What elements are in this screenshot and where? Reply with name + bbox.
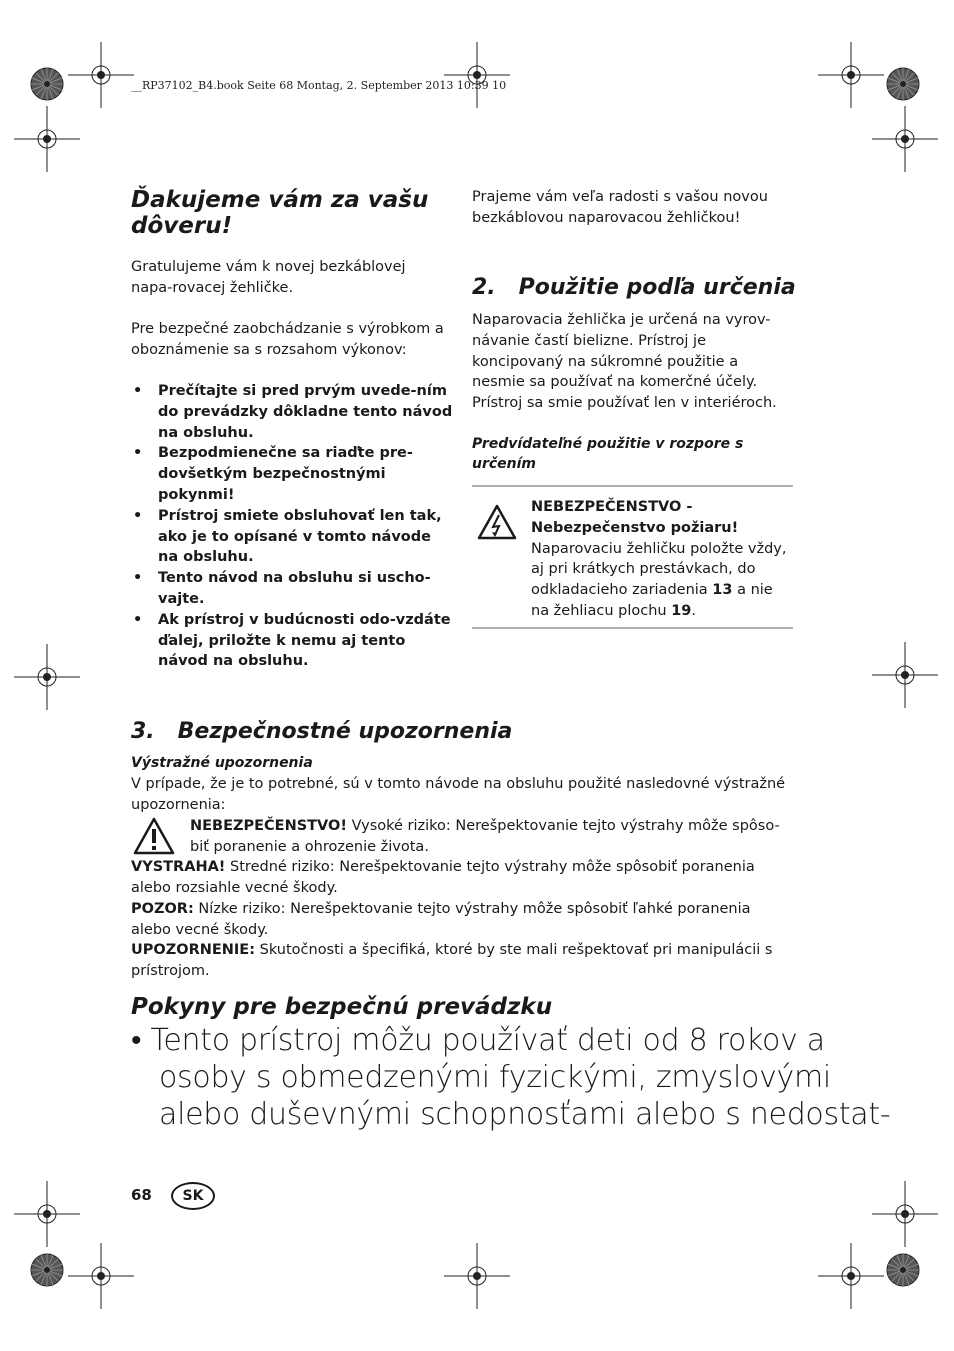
divider-top [472,485,793,487]
fire-warning-title1: NEBEZPEČENSTVO - [531,499,693,515]
fire-warning-title2: Nebezpečenstvo požiaru! [531,519,739,536]
page-title-line2: dôveru! [131,213,233,239]
section2-subhead: Predvídateľné použitie v rozpore s určením [472,436,744,472]
right-intro: Prajeme vám veľa radosti s vašou novou bezkáblovou naparovacou žehličkou! [472,189,768,226]
divider-bottom [472,627,793,629]
section2-title: 2. Použitie podľa určenia [472,275,796,300]
file-info: __RP37102_B4.book Seite 68 Montag, 2. September 2013 10:39 10 [131,79,507,92]
section3-subhead: Výstražné upozornenia [131,755,313,771]
list-item: • Bezpodmienečne sa riaďte pre-dovšetkým bezpečnostnými pokynmi! [131,443,453,505]
list-item: • Ak prístroj v budúcnosti odo-vzdáte ďalej, priložte k nemu aj tento návod na obsluhu. [131,610,453,672]
warning-level: VYSTRAHA! Stredné riziko: Nerešpektovanie tejto výstrahy môže spôsobiť poranenia alebo rozsiahle vecné škody. [131,859,755,896]
page-title [131,187,461,239]
page-title-line1: Ďakujeme vám za vašu [131,187,429,213]
safety-title: Pokyny pre bezpečnú prevádzku [131,994,553,1020]
section3-intro: V prípade, že je to potrebné, sú v tomto návode na obsluhu použité nasledovné výstražné upozornenia: [131,776,786,813]
safety-line2: osoby s obmedzenými fyzickými, zmyslovými [159,1060,831,1095]
electric-hazard-icon [477,504,517,540]
instructions-list [131,381,453,672]
caution-level: POZOR: Nízke riziko: Nerešpektovanie tejto výstrahy môže spôsobiť ľahké poranenia alebo vecné škody. [131,901,751,938]
safety-line3: alebo duševnými schopnosťami alebo s nedostat- [159,1097,891,1132]
list-item: • Tento návod na obsluhu si uscho-vajte. [131,568,453,610]
exclamation-warning-icon [133,817,175,855]
list-item: • Prístroj smiete obsluhovať len tak, ako je to opísané v tomto návode na obsluhu. [131,506,453,568]
intro-paragraph-2: Pre bezpečné zaobchádzanie s výrobkom a oboznámenie sa s rozsahom výkonov: [131,321,444,358]
list-item: • Prečítajte si pred prvým uvede-ním do prevádzky dôkladne tento návod na obsluhu. [131,381,453,443]
danger-level: NEBEZPEČENSTVO! Vysoké riziko: Nerešpektovanie tejto výstrahy môže spôso-biť poranenie a ohrozenie života. [190,818,780,855]
safety-line1: • Tento prístroj môžu používať deti od 8 rokov a [131,1023,825,1058]
language-badge: SK [171,1182,215,1210]
section3-title: 3. Bezpečnostné upozornenia [131,719,513,744]
notice-level: UPOZORNENIE: Skutočnosti a špecifiká, ktoré by ste mali rešpektovať pri manipulácii s prístrojom. [131,942,773,979]
page-number: 68 [131,1186,152,1204]
section2-text: Naparovacia žehlička je určená na vyrov-návanie častí bielizne. Prístroj je koncipovaný na súkromné použitie a nesmie sa používať na komerčné účely. Prístroj sa smie používať len v interiéroch. [472,312,777,412]
fire-warning [531,497,793,622]
safety-text [131,1022,891,1133]
fire-warning-text: Naparovaciu žehličku položte vždy, aj pri krátkych prestávkach, do odkladacieho zariadenia 13 a nie na žehliacu plochu 19. [531,540,787,619]
intro-paragraph: Gratulujeme vám k novej bezkáblovej napa-rovacej žehličke. [131,259,406,296]
